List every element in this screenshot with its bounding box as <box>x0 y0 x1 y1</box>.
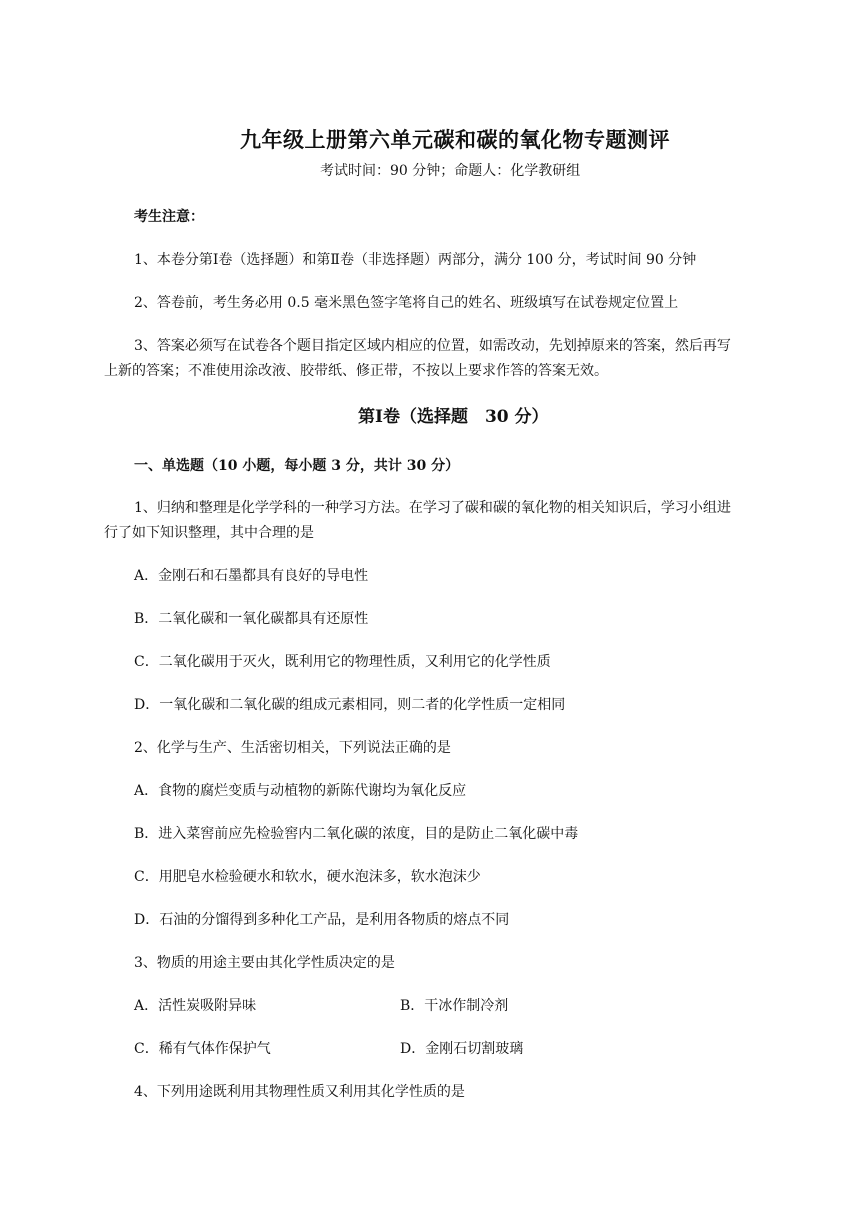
question-3-option-c: C．稀有气体作保护气 <box>134 1041 271 1057</box>
question-2-option-b: B．进入菜窖前应先检验窖内二氧化碳的浓度，目的是防止二氧化碳中毒 <box>134 826 579 842</box>
question-2-option-d: D．石油的分馏得到多种化工产品，是利用各物质的熔点不同 <box>134 912 510 928</box>
question-1-option-d: D．一氧化碳和二氧化碳的组成元素相同，则二者的化学性质一定相同 <box>134 697 566 713</box>
notice-item-3-cont: 上新的答案；不准使用涂改液、胶带纸、修正带，不按以上要求作答的答案无效。 <box>104 363 608 379</box>
question-1-stem-line-2: 行了如下知识整理，其中合理的是 <box>104 525 314 541</box>
question-1-option-a: A．金刚石和石墨都具有良好的导电性 <box>134 568 369 584</box>
section-title: 第Ⅰ卷（选择题 30 分） <box>358 407 549 427</box>
question-3-option-a: A．活性炭吸附异味 <box>134 998 257 1014</box>
question-2-option-a: A．食物的腐烂变质与动植物的新陈代谢均为氧化反应 <box>134 783 467 799</box>
page-title: 九年级上册第六单元碳和碳的氧化物专题测评 <box>240 127 670 152</box>
question-3-stem: 3、物质的用途主要由其化学性质决定的是 <box>134 955 395 971</box>
notice-item-3: 3、答案必须写在试卷各个题目指定区域内相应的位置，如需改动，先划掉原来的答案，然后再写 <box>134 338 731 354</box>
exam-info: 考试时间：90 分钟；命题人：化学教研组 <box>320 163 581 179</box>
notice-item-2: 2、答卷前，考生务必用 0.5 毫米黑色签字笔将自己的姓名、班级填写在试卷规定位置上 <box>134 295 679 311</box>
notice-item-1: 1、本卷分第Ⅰ卷（选择题）和第Ⅱ卷（非选择题）两部分，满分 100 分，考试时间 90 分钟 <box>134 252 697 268</box>
part-heading: 一、单选题（10 小题，每小题 3 分，共计 30 分） <box>134 458 460 474</box>
question-4-stem: 4、下列用途既利用其物理性质又利用其化学性质的是 <box>134 1084 465 1100</box>
question-1-stem-line-1: 1、归纳和整理是化学学科的一种学习方法。在学习了碳和碳的氧化物的相关知识后，学习小组进 <box>134 500 731 516</box>
question-2-option-c: C．用肥皂水检验硬水和软水，硬水泡沫多，软水泡沫少 <box>134 869 481 885</box>
question-3-option-d: D．金刚石切割玻璃 <box>400 1041 524 1057</box>
question-2-stem: 2、化学与生产、生活密切相关，下列说法正确的是 <box>134 740 451 756</box>
question-1-option-b: B．二氧化碳和一氧化碳都具有还原性 <box>134 611 369 627</box>
notice-heading: 考生注意： <box>134 209 204 225</box>
question-1-option-c: C．二氧化碳用于灭火，既利用它的物理性质，又利用它的化学性质 <box>134 654 551 670</box>
question-3-option-b: B．干冰作制冷剂 <box>400 998 509 1014</box>
